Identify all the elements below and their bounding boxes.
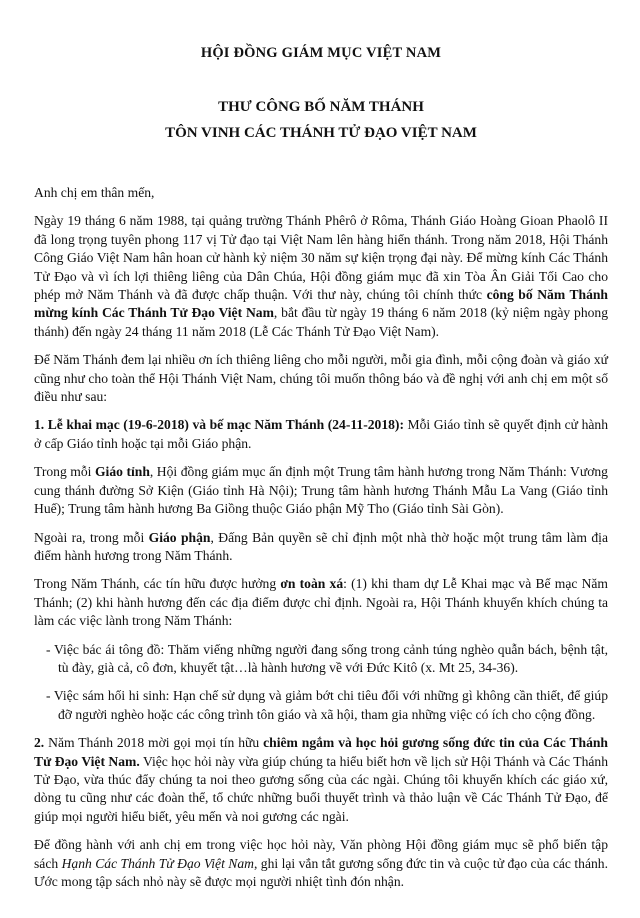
letter-title-line-1: THƯ CÔNG BỐ NĂM THÁNH bbox=[218, 99, 424, 115]
bold-text: Giáo phận bbox=[148, 529, 211, 545]
paragraph-text: Mỗi Giáo tỉnh sẽ quyết định cử hành ở cấp Giáo tỉnh hoặc tại mỗi Giáo phận. bbox=[34, 417, 609, 451]
paragraph-purpose: Để Năm Thánh đem lại nhiều ơn ích thiêng liêng cho mỗi người, mỗi gia đình, mỗi cộng đoàn và giáo xứ cũng như cho toàn thể Hội Thánh Việt Nam, chúng tôi muốn thông báo và đề nghị với anh chị em một số điều như sau: bbox=[34, 352, 608, 405]
paragraph-text: , bắt đầu từ ngày 19 tháng 6 năm 2018 (kỷ niệm ngày phong thánh) đến ngày 24 tháng 11 năm 2018 (Lễ Các Thánh Tử Đạo Việt Nam). bbox=[34, 305, 609, 339]
letter-page bbox=[0, 45, 640, 918]
bullet-penance: - Việc sám hối hi sinh: Hạn chế sử dụng và giảm bớt chi tiêu đối với những gì không cần thiết, để giúp đỡ người nghèo hoặc các công trình tôn giáo và xã hội, tham gia những việc có ích cho cộng đồng. bbox=[46, 688, 608, 722]
paragraph-indulgence bbox=[34, 575, 608, 630]
paragraph-text: Để đồng hành với anh chị em trong việc học hỏi này, Văn phòng Hội đồng giám mục sẽ phổ biến tập sách bbox=[34, 837, 608, 871]
paragraph-text: , ghi lại vắn tắt gương sống đức tin và cuộc tử đạo của các thánh. Ước mong tập sách nhỏ này sẽ được mọi người nhiệt tình đón nhận. bbox=[34, 855, 608, 889]
paragraph-text: Trong mỗi bbox=[34, 464, 95, 480]
paragraph-text: Ngoài ra, trong mỗi bbox=[34, 529, 149, 545]
item-number: 2. bbox=[34, 735, 49, 751]
paragraph-text: Trong Năm Thánh, các tín hữu được hưởng bbox=[34, 576, 281, 592]
paragraph-diocese bbox=[34, 529, 608, 566]
paragraph-province bbox=[34, 463, 608, 518]
book-title: Hạnh Các Thánh Tử Đạo Việt Nam bbox=[61, 855, 254, 871]
bold-text: công bố Năm Thánh mừng kính Các Thánh Tử Đạo Việt Nam bbox=[34, 287, 608, 321]
bold-text: Giáo tỉnh bbox=[94, 464, 150, 480]
bold-text: ơn toàn xá bbox=[280, 576, 344, 592]
paragraph-text: , Hội đồng giám mục ấn định một Trung tâm hành hương trong Năm Thánh: Vương cung thánh đường Sở Kiện (Giáo tỉnh Hà Nội); Trung tâm hành hương Thánh Mẫu La Vang (Giáo tỉnh Huế); Trung tâm hành hương Ba Giồng thuộc Giáo phận Mỹ Tho (Giáo tỉnh Sài Gòn). bbox=[34, 464, 608, 517]
bullet-charity: - Việc bác ái tông đồ: Thăm viếng những người đang sống trong cảnh túng nghèo quẫn bách, bệnh tật, tù đày, già cả, cô đơn, khuyết tật…là hành hương về với Đức Kitô (x. Mt 25, 34-36). bbox=[46, 641, 608, 675]
paragraph-item-1 bbox=[34, 416, 608, 453]
paragraph-text: : (1) khi tham dự Lễ Khai mạc và Bế mạc Năm Thánh; (2) khi hành hương đến các địa điểm được chỉ định. Ngoài ra, Hội Thánh khuyến khích chúng ta làm các việc lành trong Năm Thánh: bbox=[34, 576, 609, 629]
greeting: Anh chị em thân mến, bbox=[34, 185, 155, 200]
paragraph-book bbox=[34, 836, 608, 891]
paragraph-text: Việc học hỏi này vừa giúp chúng ta hiểu biết hơn về lịch sử Hội Thánh và Các Thánh Tử Đạo, vừa thúc đẩy chúng ta noi theo gương sống của các ngài. Chúng tôi khuyến khích các giáo xứ, dòng tu cũng như các đoàn thể, tổ chức những buổi thuyết trình và thảo luận về Các Thánh Tử Đạo, để giúp mọi người hiểu biết, yêu mến và noi gương các ngài. bbox=[34, 753, 609, 824]
organization-name: HỘI ĐỒNG GIÁM MỤC VIỆT NAM bbox=[200, 45, 442, 61]
paragraph-text: Ngày 19 tháng 6 năm 1988, tại quảng trường Thánh Phêrô ở Rôma, Thánh Giáo Hoàng Gioan Phaolô II đã long trọng tuyên phong 117 vị Tử đạo tại Việt Nam lên hàng hiển thánh. Trong năm 2018, Hội Thánh Công Giáo Việt Nam hân hoan cử hành kỷ niệm 30 năm sự kiện trọng đại này. Để mừng kính Các Thánh Tử Đạo và vì ích lợi thiêng liêng của Dân Chúa, Hội đồng giám mục đã xin Tòa Ân Giải Tối Cao cho phép mở Năm Thánh và đã được chấp thuận. Với thư này, chúng tôi chính thức bbox=[34, 213, 608, 303]
bold-text: chiêm ngắm và học hỏi gương sống đức tin của Các Thánh Tử Đạo Việt Nam. bbox=[34, 735, 608, 769]
paragraph-text: Năm Thánh 2018 mời gọi mọi tín hữu bbox=[48, 735, 264, 751]
paragraph-item-2 bbox=[34, 734, 608, 826]
letter-title-line-2: TÔN VINH CÁC THÁNH TỬ ĐẠO VIỆT NAM bbox=[165, 125, 477, 141]
paragraph-text: , Đấng Bản quyền sẽ chỉ định một nhà thờ hoặc một trung tâm làm địa điểm hành hương trong Năm Thánh. bbox=[34, 529, 608, 563]
paragraph-intro bbox=[34, 212, 608, 341]
item-heading: 1. Lễ khai mạc (19-6-2018) và bế mạc Năm Thánh (24-11-2018): bbox=[34, 417, 404, 433]
